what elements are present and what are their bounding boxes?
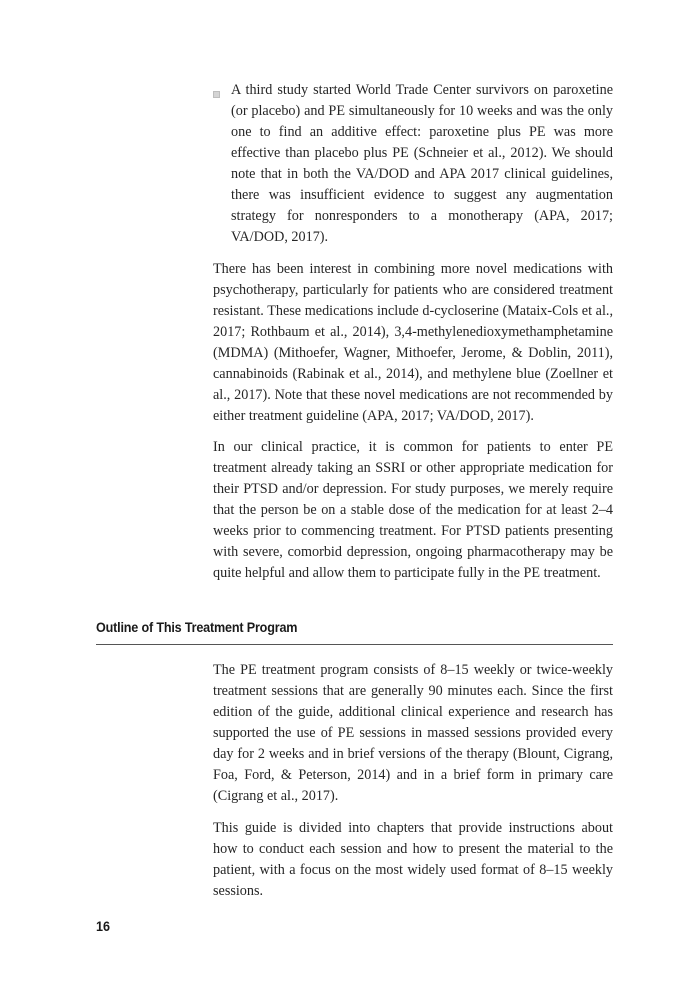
body-paragraph-clinical-practice: In our clinical practice, it is common for patients to enter PE treatment already taking an SSRI or other appropriate medication for their PTSD and/or depression. For study purposes, we merely require that the person be on a stable dose of the medication for at least 2–4 weeks prior to commencing treatment. For PTSD patients presenting with severe, comorbid depression, ongoing pharmacotherapy may be quite helpful and allow them to participate fully in the PE treatment. — [213, 439, 613, 581]
bullet-list-item — [213, 80, 613, 248]
section-divider — [96, 644, 613, 645]
body-paragraph-program-overview: The PE treatment program consists of 8–15 weekly or twice-weekly treatment sessions that are generally 90 minutes each. Since the first edition of the guide, additional clinical experience and research has supported the use of PE sessions in massed sessions provided every day for 2 weeks and in brief versions of the therapy (Blount, Cigrang, Foa, Ford, & Peterson, 2014) and in a brief form in primary care (Cigrang et al., 2017). — [213, 662, 613, 804]
square-bullet-icon — [213, 91, 220, 98]
bullet-text: A third study started World Trade Center survivors on paroxetine (or placebo) and PE simultaneously for 10 weeks and was the only one to find an additive effect: paroxetine plus PE was more effective than placebo plus PE (Schneier et al., 2012). We should note that in both the VA/DOD and APA 2017 clinical guidelines, there was insufficient evidence to suggest any augmentation strategy for nonresponders to a monotherapy (APA, 2017; VA/DOD, 2017). — [231, 82, 613, 245]
section-heading: Outline of This Treatment Program — [96, 619, 298, 635]
body-paragraph-guide-structure: This guide is divided into chapters that provide instructions about how to conduct each session and how to present the material to the patient, with a focus on the most widely used format of 8–15 weekly sessions. — [213, 820, 613, 899]
page-number: 16 — [96, 918, 111, 934]
body-paragraph-novel-medications: There has been interest in combining more novel medications with psychotherapy, particularly for patients who are considered treatment resistant. These medications include d-cycloserine (Mataix-Cols et al., 2017; Rothbaum et al., 2014), 3,4-methylenedioxymethamphetamine (MDMA) (Mithoefer, Wagner, Mithoefer, Jerome, & Doblin, 2011), cannabinoids (Rabinak et al., 2014), and methylene blue (Zoellner et al., 2017). Note that these novel medications are not recommended by either treatment guideline (APA, 2017; VA/DOD, 2017). — [213, 261, 613, 424]
